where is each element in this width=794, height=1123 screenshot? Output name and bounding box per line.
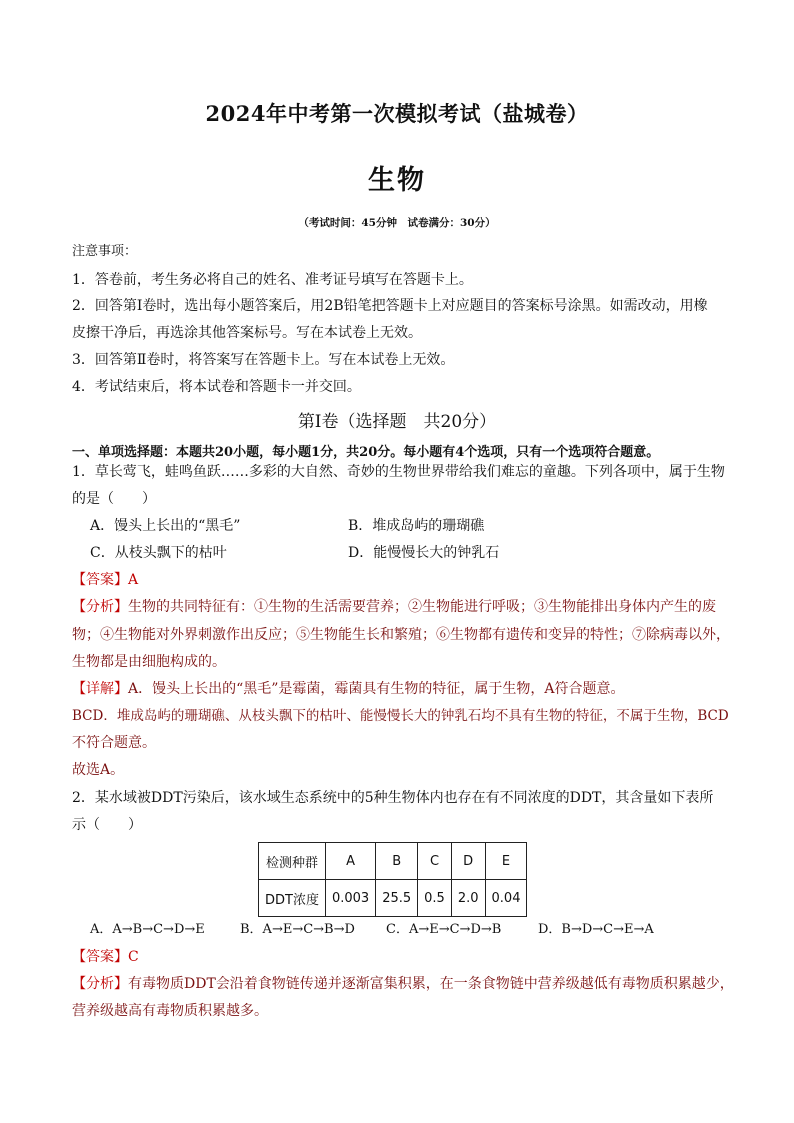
analysis-label: 【分析】 xyxy=(72,976,128,992)
note-item-2: 2．回答第Ⅰ卷时，选出每小题答案后，用2B铅笔把答题卡上对应题目的答案标号涂黑。如需改动，用橡 xyxy=(72,298,708,314)
table-cell: 0.5 xyxy=(418,880,452,917)
q1-analysis-line-2: 物；④生物能对外界刺激作出反应；⑤生物能生长和繁殖；⑥生物都有遗传和变异的特性；⑦除病毒以外， xyxy=(72,627,730,643)
note-item-4: 4．考试结束后，将本试卷和答题卡一并交回。 xyxy=(72,379,361,395)
table-cell: 0.003 xyxy=(325,880,375,917)
note-item-1: 1．答卷前，考生务必将自己的姓名、准考证号填写在答题卡上。 xyxy=(72,272,473,288)
q1-option-b: B．堆成岛屿的珊瑚礁 xyxy=(348,518,485,534)
note-item-3: 3．回答第Ⅱ卷时，将答案写在答题卡上。写在本试卷上无效。 xyxy=(72,352,455,368)
q1-option-a: A．馒头上长出的“黑毛” xyxy=(90,518,241,534)
q2-stem-line-1: 2．某水域被DDT污染后，该水域生态系统中的5种生物体内也存在有不同浓度的DDT，其含量如下表所 xyxy=(72,790,714,806)
table-cell: 0.04 xyxy=(485,880,527,917)
q1-analysis-line-1 xyxy=(72,597,716,617)
analysis-label: 【分析】 xyxy=(72,599,128,615)
table-row xyxy=(259,880,527,917)
table-header-cell: E xyxy=(485,843,527,880)
q2-answer xyxy=(72,947,139,967)
notes-heading: 注意事项： xyxy=(72,244,138,259)
answer-label: 【答案】 xyxy=(72,572,128,588)
answer-label: 【答案】 xyxy=(72,949,128,965)
instruction-text: 本题共20小题，每小题1分，共20分。每小题有4个选项，只有一个选项符合题意。 xyxy=(176,445,660,460)
section-title: 第Ⅰ卷（选择题 共20分） xyxy=(297,412,497,432)
q2-option-c: C．A→E→C→D→B xyxy=(386,922,502,937)
exam-title: 2024年中考第一次模拟考试（盐城卷） xyxy=(205,101,589,126)
analysis-text: 有毒物质DDT会沿着食物链传递并逐渐富集积累，在一条食物链中营养级越低有毒物质积累越少， xyxy=(128,976,734,992)
q1-detail-line-2: BCD．堆成岛屿的珊瑚礁、从枝头飘下的枯叶、能慢慢长大的钟乳石均不具有生物的特征，不属于生物，BCD xyxy=(72,708,729,724)
q1-option-d: D．能慢慢长大的钟乳石 xyxy=(348,545,500,561)
note-item-2-cont: 皮擦干净后，再选涂其他答案标号。写在本试卷上无效。 xyxy=(72,325,422,341)
subject-title: 生物 xyxy=(368,165,426,196)
q2-analysis-line-1 xyxy=(72,974,734,994)
q1-option-c: C．从枝头飘下的枯叶 xyxy=(90,545,227,561)
q1-stem-line-1: 1．草长莺飞，蛙鸣鱼跃……多彩的大自然、奇妙的生物世界带给我们难忘的童趣。下列各项中，属于生物 xyxy=(72,464,725,480)
q1-stem-line-2: 的是（ ） xyxy=(72,491,156,507)
table-cell: 2.0 xyxy=(451,880,485,917)
q1-detail-line-1 xyxy=(72,679,625,699)
detail-label: 【详解】 xyxy=(72,681,128,697)
q2-analysis-line-2: 营养级越高有毒物质积累越多。 xyxy=(72,1003,268,1019)
detail-text: A．馒头上长出的“黑毛”是霉菌，霉菌具有生物的特征，属于生物，A符合题意。 xyxy=(128,681,625,697)
instruction-label: 一、单项选择题： xyxy=(72,445,177,460)
table-header-cell: C xyxy=(418,843,452,880)
analysis-text: 生物的共同特征有：①生物的生活需要营养；②生物能进行呼吸；③生物能排出身体内产生的废 xyxy=(128,599,716,615)
exam-info: （考试时间：45分钟 试卷满分：30分） xyxy=(298,217,496,229)
table-header-cell: B xyxy=(376,843,418,880)
table-header-cell: A xyxy=(325,843,375,880)
q2-stem-line-2: 示（ ） xyxy=(72,817,142,833)
table-header-cell: 检测种群 xyxy=(259,843,326,880)
table-row xyxy=(259,843,527,880)
section-instruction xyxy=(72,443,659,463)
q1-detail-line-3: 不符合题意。 xyxy=(72,735,156,751)
q2-option-d: D．B→D→C→E→A xyxy=(538,922,654,937)
answer-value: C xyxy=(128,949,139,965)
answer-value: A xyxy=(128,572,139,588)
q2-option-a: A．A→B→C→D→E xyxy=(90,922,205,937)
table-header-cell: D xyxy=(451,843,485,880)
table-cell: 25.5 xyxy=(376,880,418,917)
ddt-table xyxy=(258,842,527,917)
q1-answer xyxy=(72,570,138,590)
table-cell: DDT浓度 xyxy=(259,880,326,917)
q2-option-b: B．A→E→C→B→D xyxy=(240,922,355,937)
q1-analysis-line-3: 生物都是由细胞构成的。 xyxy=(72,654,226,670)
q1-conclusion: 故选A。 xyxy=(72,762,125,778)
